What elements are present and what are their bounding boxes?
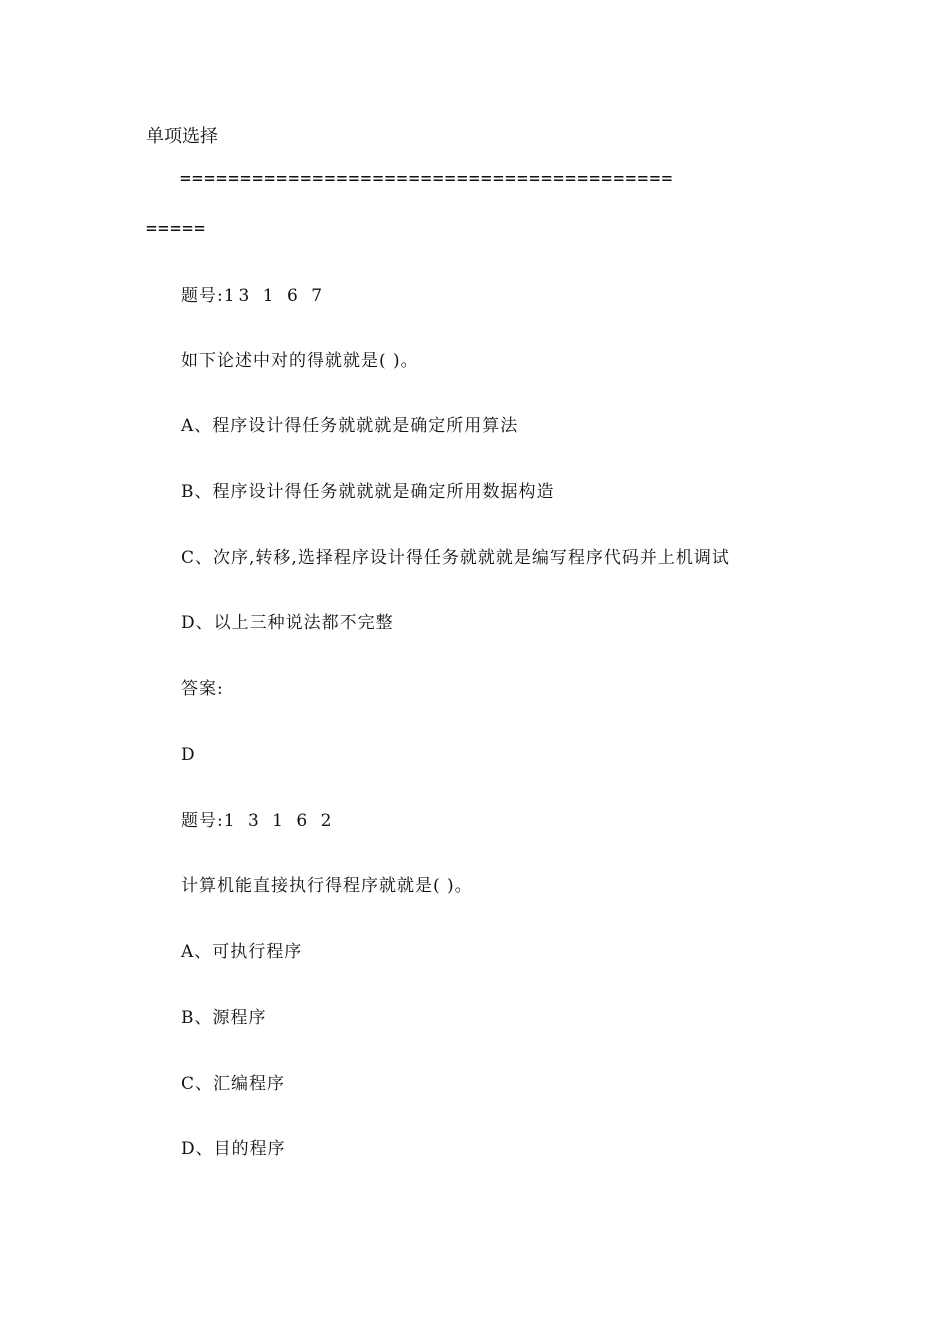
question-number-value: 1 3 1 6 2	[223, 811, 336, 831]
option-c: C、次序,转移,选择程序设计得任务就就就是编写程序代码并上机调试	[181, 548, 730, 568]
separator-line: =========================================	[180, 168, 674, 189]
answer-value: D	[181, 745, 196, 765]
option-b: B、程序设计得任务就就就是确定所用数据构造	[181, 482, 555, 502]
option-c: C、汇编程序	[181, 1074, 286, 1094]
question-stem: 计算机能直接执行得程序就就是( )。	[181, 876, 473, 896]
option-a: A、可执行程序	[181, 942, 303, 962]
option-b: B、源程序	[181, 1008, 267, 1028]
question-number-label: 题号:	[181, 811, 224, 831]
question-number-value: 13 1 6 7	[223, 286, 327, 306]
question-number	[181, 285, 326, 307]
question-number	[181, 810, 335, 832]
option-d: D、以上三种说法都不完整	[181, 613, 394, 633]
question-stem: 如下论述中对的得就就是( )。	[181, 351, 419, 371]
section-title: 单项选择	[146, 126, 218, 147]
question-number-label: 题号:	[181, 286, 224, 306]
option-d: D、目的程序	[181, 1139, 286, 1159]
answer-label: 答案:	[181, 679, 224, 699]
separator-line-continued: =====	[146, 218, 207, 239]
option-a: A、程序设计得任务就就就是确定所用算法	[181, 416, 519, 436]
